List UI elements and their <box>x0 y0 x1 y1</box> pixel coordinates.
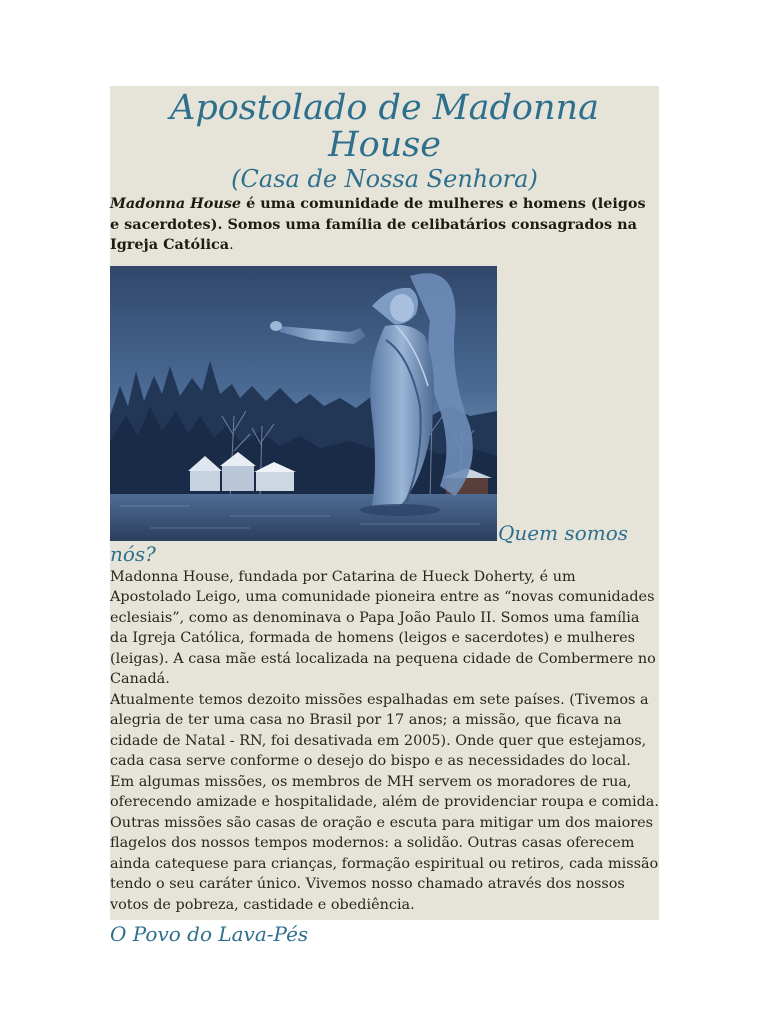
page-title <box>110 86 659 164</box>
statue-by-lake-image <box>110 266 497 541</box>
intro-name: Madonna House <box>110 195 242 212</box>
section-heading-who-we-are-continued: nós? <box>110 541 156 566</box>
photo-row <box>110 266 659 545</box>
title-line-2: House <box>328 125 441 165</box>
title-line-1: Apostolado de Madonna <box>170 88 599 128</box>
section-heading-foot-washing: O Povo do Lava-Pés <box>110 922 309 946</box>
intro-period: . <box>229 237 234 253</box>
document-page <box>110 86 659 946</box>
intro-paragraph <box>110 194 659 256</box>
section-heading-who-we-are: Quem somos <box>498 520 629 545</box>
page-subtitle: (Casa de Nossa Senhora) <box>231 165 538 193</box>
body-paragraph-1: Madonna House, fundada por Catarina de Hueck Doherty, é um Apostolado Leigo, uma comunidade pioneira entre as “novas comunidades eclesiais”, como as denominava o Papa João Paulo II. Somos uma família da Igreja Católica, formada de homens (leigos e sacerdotes) e mulheres (leigas). A casa mãe está localizada na pequena cidade de Combermere no Canadá. <box>110 568 656 687</box>
intro-text: é uma comunidade de mulheres e homens (leigos e sacerdotes). Somos uma família de celibatários consagrados na Igreja Católica <box>110 195 646 253</box>
body-paragraph-2: Atualmente temos dezoito missões espalhadas em sete países. (Tivemos a alegria de ter uma casa no Brasil por 17 anos; a missão, que ficava na cidade de Natal - RN, foi desativada em 2005). Onde quer que estejamos, cada casa serve conforme o desejo do bispo e as necessidades do local. Em algumas missões, os membros de MH servem os moradores de rua, oferecendo amizade e hospitalidade, além de providenciar roupa e comida. Outras missões são casas de oração e escuta para mitigar um dos maiores flagelos dos nossos tempos modernos: a solidão. Outras casas oferecem ainda catequese para crianças, formação espiritual ou retiros, cada missão tendo o seu caráter único. Vivemos nosso chamado através dos nossos votos de pobreza, castidade e obediência. <box>110 691 659 913</box>
